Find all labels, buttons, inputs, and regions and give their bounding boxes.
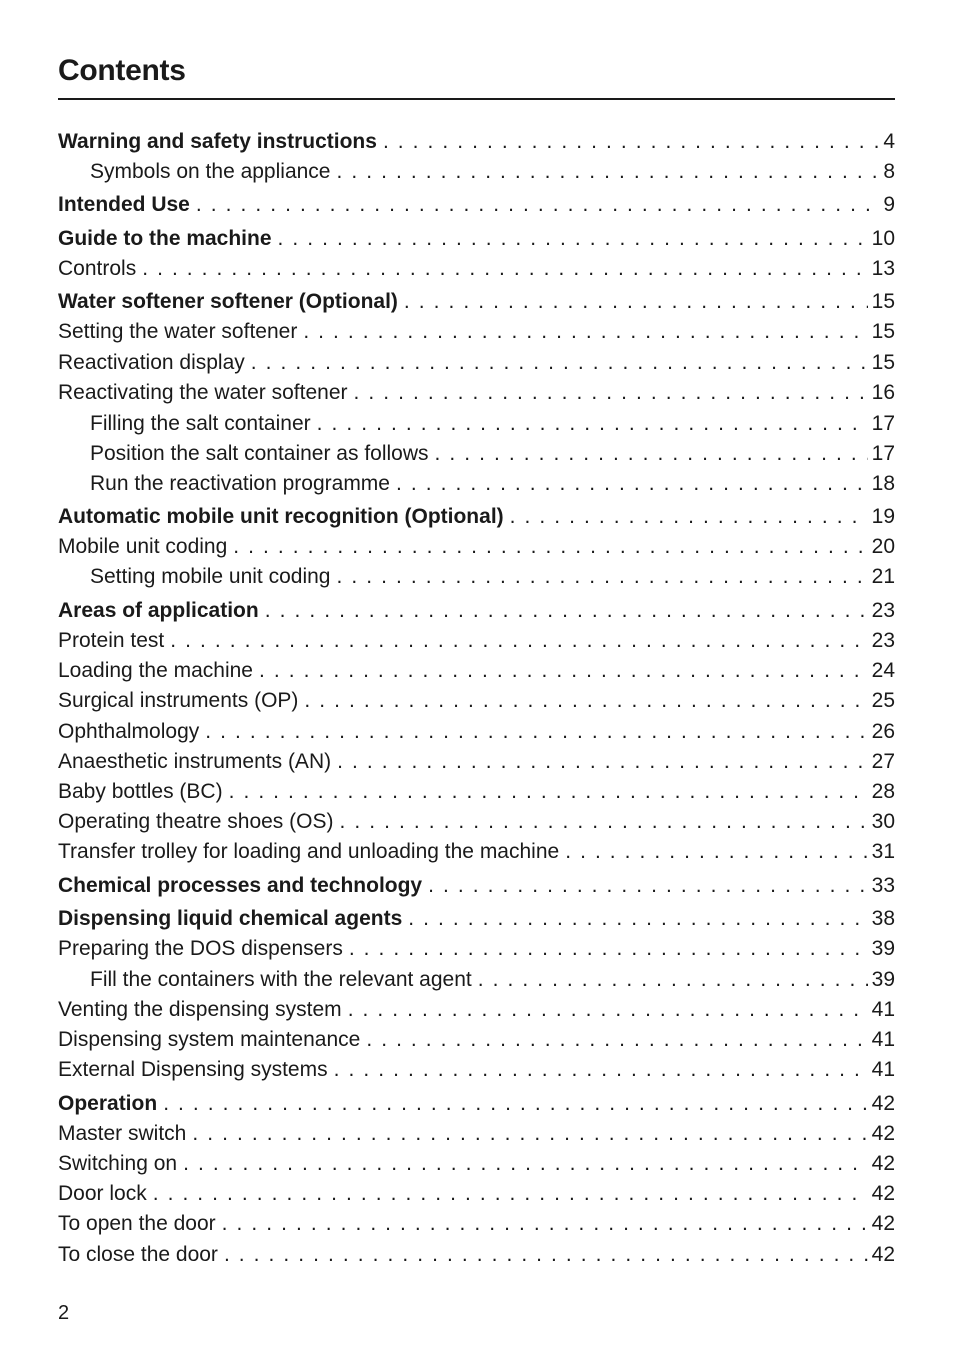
toc-dot-leader xyxy=(404,287,868,317)
toc-entry[interactable] xyxy=(58,626,895,656)
toc-entry[interactable] xyxy=(58,596,895,626)
toc-dot-leader xyxy=(192,1119,867,1149)
toc-entry-label: Run the reactivation programme xyxy=(90,472,390,495)
toc-dot-leader xyxy=(366,1025,867,1055)
toc-dot-leader xyxy=(349,934,868,964)
toc-dot-leader xyxy=(205,717,867,747)
toc-entry-label: Warning and safety instructions xyxy=(58,130,377,153)
toc-entry[interactable] xyxy=(58,1179,895,1209)
toc-entry-label: Water softener softener (Optional) xyxy=(58,290,398,313)
toc-entry-label: Protein test xyxy=(58,629,165,652)
toc-entry-label: External Dispensing systems xyxy=(58,1058,328,1081)
toc-dot-leader xyxy=(265,596,868,626)
toc-dot-leader xyxy=(163,1089,867,1119)
toc-entry[interactable] xyxy=(58,157,895,187)
toc-entry-label: To close the door xyxy=(58,1243,218,1266)
toc-entry-page: 42 xyxy=(871,1152,895,1175)
toc-dot-leader xyxy=(170,626,867,656)
toc-entry-label: Reactivating the water softener xyxy=(58,381,348,404)
page-title: Contents xyxy=(58,54,186,87)
toc-entry[interactable] xyxy=(58,747,895,777)
toc-entry-page: 9 xyxy=(883,193,895,216)
toc-entry-page: 39 xyxy=(871,937,895,960)
toc-dot-leader xyxy=(334,1055,868,1085)
toc-dot-leader xyxy=(196,190,879,220)
toc-entry[interactable] xyxy=(58,439,895,469)
toc-entry-label: Baby bottles (BC) xyxy=(58,780,223,803)
toc-entry-label: Areas of application xyxy=(58,599,259,622)
toc-entry-page: 42 xyxy=(871,1212,895,1235)
toc-entry-label: Dispensing liquid chemical agents xyxy=(58,907,403,930)
toc-entry-label: Door lock xyxy=(58,1182,147,1205)
toc-entry-label: Chemical processes and technology xyxy=(58,874,423,897)
toc-entry[interactable] xyxy=(58,287,895,317)
toc-entry[interactable] xyxy=(58,995,895,1025)
page-number: 2 xyxy=(58,1302,70,1324)
toc-entry-label: Automatic mobile unit recognition (Optional) xyxy=(58,505,504,528)
toc-entry[interactable] xyxy=(58,871,895,901)
toc-entry[interactable] xyxy=(58,1055,895,1085)
toc-entry-page: 26 xyxy=(871,720,895,743)
toc-entry-page: 30 xyxy=(871,810,895,833)
toc-dot-leader xyxy=(408,904,867,934)
toc-entry[interactable] xyxy=(58,317,895,347)
toc-entry-page: 17 xyxy=(871,412,895,435)
toc-entry-label: Setting mobile unit coding xyxy=(90,565,331,588)
toc-entry-page: 16 xyxy=(871,381,895,404)
toc-dot-leader xyxy=(565,837,867,867)
toc-entry-label: Loading the machine xyxy=(58,659,253,682)
toc-entry-label: Surgical instruments (OP) xyxy=(58,689,299,712)
toc-entry-page: 41 xyxy=(871,1058,895,1081)
toc-entry-page: 4 xyxy=(883,130,895,153)
toc-dot-leader xyxy=(396,469,868,499)
toc-entry-label: Dispensing system maintenance xyxy=(58,1028,361,1051)
toc-entry-label: Preparing the DOS dispensers xyxy=(58,937,343,960)
toc-entry-page: 42 xyxy=(871,1122,895,1145)
toc-entry[interactable] xyxy=(58,254,895,284)
toc-entry-page: 39 xyxy=(871,968,895,991)
toc-entry-page: 20 xyxy=(871,535,895,558)
toc-entry-page: 38 xyxy=(871,907,895,930)
toc-entry-label: Fill the containers with the relevant agent xyxy=(90,968,472,991)
toc-entry-label: Guide to the machine xyxy=(58,227,272,250)
toc-entry[interactable] xyxy=(58,1240,895,1270)
toc-dot-leader xyxy=(142,254,867,284)
toc-entry-label: Setting the water softener xyxy=(58,320,298,343)
toc-entry-label: Intended Use xyxy=(58,193,190,216)
toc-entry-label: Symbols on the appliance xyxy=(90,160,331,183)
toc-entry[interactable] xyxy=(58,807,895,837)
toc-entry-page: 18 xyxy=(871,472,895,495)
toc-dot-leader xyxy=(303,317,867,347)
toc-entry-page: 23 xyxy=(871,599,895,622)
toc-entry[interactable] xyxy=(58,656,895,686)
toc-entry[interactable] xyxy=(58,934,895,964)
toc-dot-leader xyxy=(304,686,867,716)
toc-entry-label: Ophthalmology xyxy=(58,720,200,743)
toc-entry-page: 33 xyxy=(871,874,895,897)
toc-entry[interactable] xyxy=(58,190,895,220)
toc-dot-leader xyxy=(435,439,868,469)
toc-entry-page: 17 xyxy=(871,442,895,465)
toc-entry-page: 41 xyxy=(871,1028,895,1051)
toc-entry-label: Filling the salt container xyxy=(90,412,311,435)
toc-entry[interactable] xyxy=(58,469,895,499)
toc-dot-leader xyxy=(337,562,868,592)
toc-dot-leader xyxy=(339,807,867,837)
toc-entry[interactable] xyxy=(58,562,895,592)
toc-entry-label: Operation xyxy=(58,1092,158,1115)
toc-entry[interactable] xyxy=(58,378,895,408)
toc-entry-page: 42 xyxy=(871,1092,895,1115)
toc-dot-leader xyxy=(259,656,868,686)
toc-entry[interactable] xyxy=(58,409,895,439)
toc-entry-label: Switching on xyxy=(58,1152,178,1175)
toc-dot-leader xyxy=(337,157,880,187)
toc-dot-leader xyxy=(478,965,868,995)
toc-dot-leader xyxy=(317,409,868,439)
toc-entry[interactable] xyxy=(58,965,895,995)
toc-dot-leader xyxy=(278,224,868,254)
toc-entry-label: Venting the dispensing system xyxy=(58,998,342,1021)
toc-entry-page: 28 xyxy=(871,780,895,803)
toc-entry-page: 31 xyxy=(871,840,895,863)
toc-entry[interactable] xyxy=(58,1209,895,1239)
toc-dot-leader xyxy=(383,127,879,157)
toc-entry[interactable] xyxy=(58,502,895,532)
toc-entry[interactable] xyxy=(58,777,895,807)
toc-entry-page: 15 xyxy=(871,290,895,313)
toc-entry[interactable] xyxy=(58,686,895,716)
toc-dot-leader xyxy=(153,1179,868,1209)
toc-entry-label: Operating theatre shoes (OS) xyxy=(58,810,334,833)
toc-dot-leader xyxy=(229,777,868,807)
toc-dot-leader xyxy=(428,871,868,901)
toc-entry-page: 27 xyxy=(871,750,895,773)
toc-entry[interactable] xyxy=(58,348,895,378)
toc-entry[interactable] xyxy=(58,224,895,254)
toc-dot-leader xyxy=(183,1149,868,1179)
toc-entry-page: 19 xyxy=(871,505,895,528)
toc-dot-leader xyxy=(348,995,868,1025)
title-divider xyxy=(58,98,895,100)
toc-entry-page: 24 xyxy=(871,659,895,682)
toc-entry-label: Anaesthetic instruments (AN) xyxy=(58,750,332,773)
toc-entry-page: 42 xyxy=(871,1182,895,1205)
toc-entry-page: 13 xyxy=(871,257,895,280)
toc-entry[interactable] xyxy=(58,717,895,747)
toc-entry-label: Mobile unit coding xyxy=(58,535,228,558)
toc-dot-leader xyxy=(354,378,868,408)
toc-entry-label: Reactivation display xyxy=(58,351,245,374)
toc-entry-page: 15 xyxy=(871,320,895,343)
toc-dot-leader xyxy=(337,747,868,777)
toc-entry-page: 21 xyxy=(871,565,895,588)
toc-dot-leader xyxy=(251,348,868,378)
toc-entry[interactable] xyxy=(58,1119,895,1149)
toc-entry-label: To open the door xyxy=(58,1212,216,1235)
toc-entry-page: 25 xyxy=(871,689,895,712)
toc-entry[interactable] xyxy=(58,904,895,934)
toc-entry[interactable] xyxy=(58,1025,895,1055)
toc-dot-leader xyxy=(233,532,867,562)
toc-entry-page: 41 xyxy=(871,998,895,1021)
toc-entry-page: 23 xyxy=(871,629,895,652)
toc-entry-label: Position the salt container as follows xyxy=(90,442,429,465)
toc-entry-label: Controls xyxy=(58,257,137,280)
toc-entry-page: 15 xyxy=(871,351,895,374)
toc-entry[interactable] xyxy=(58,837,895,867)
toc-entry[interactable] xyxy=(58,1149,895,1179)
toc-entry-page: 42 xyxy=(871,1243,895,1266)
toc-dot-leader xyxy=(222,1209,868,1239)
toc-dot-leader xyxy=(510,502,868,532)
toc-dot-leader xyxy=(224,1240,868,1270)
toc-entry-label: Master switch xyxy=(58,1122,187,1145)
toc-entry[interactable] xyxy=(58,1089,895,1119)
toc-entry-label: Transfer trolley for loading and unloading the machine xyxy=(58,840,560,863)
toc-entry[interactable] xyxy=(58,127,895,157)
toc-entry-page: 8 xyxy=(883,160,895,183)
toc-entry[interactable] xyxy=(58,532,895,562)
toc-entry-page: 10 xyxy=(871,227,895,250)
